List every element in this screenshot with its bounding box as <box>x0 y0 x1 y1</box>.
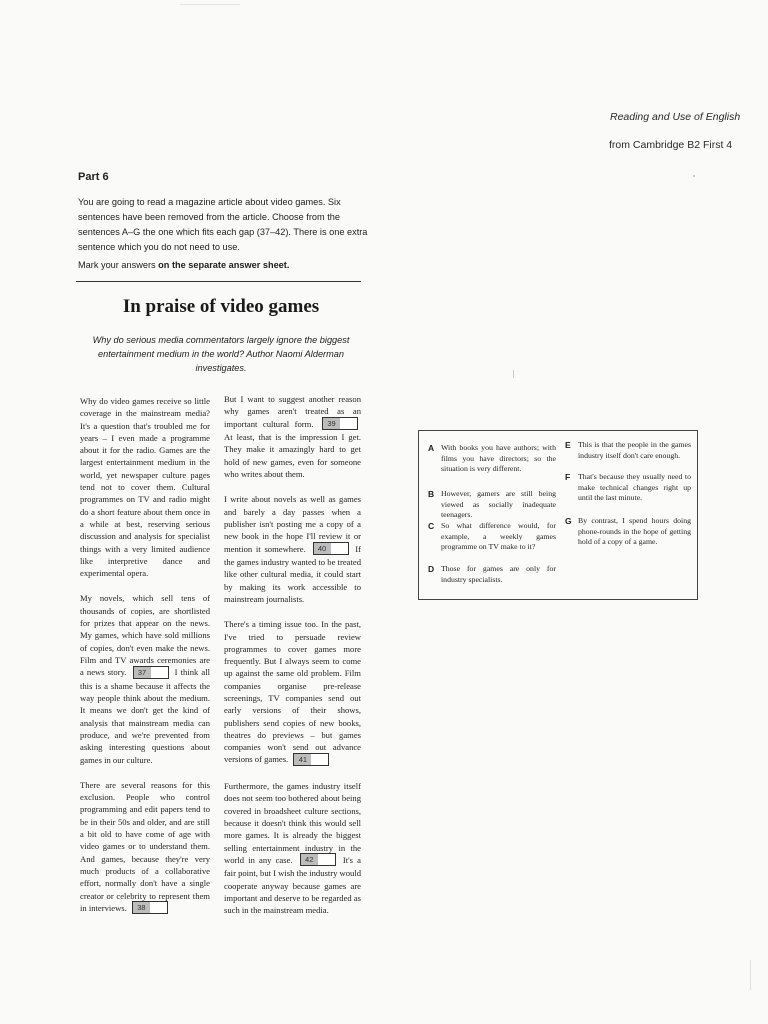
option-letter: A <box>428 443 435 453</box>
answer-instruction <box>78 260 368 270</box>
source-header: from Cambridge B2 First 4 <box>609 139 733 151</box>
option-text: With books you have authors; with films you have directors; so the situation is very different. <box>441 443 556 474</box>
option-letter: D <box>428 564 435 574</box>
option-text: So what difference would, for example, a weekly games programme on TV make to it? <box>441 521 556 552</box>
gap-number: 38 <box>133 902 150 913</box>
answer-instruction-text: Mark your answers <box>78 260 159 270</box>
paragraph-text: I write about novels as well as games and barely a day passes when a publisher isn't posting me a copy of a new book in the hope I'll review it or mention it somewhere. <box>224 494 361 554</box>
option-letter: G <box>565 516 572 526</box>
paragraph-text: But I want to suggest another reason why games aren't treated as an important cultural form. <box>224 394 361 429</box>
option-b <box>428 489 556 521</box>
option-c <box>428 521 556 553</box>
paragraph-text: There are several reasons for this exclusion. People who control programming and edit papers tend to be in their 50s and older, and are still a bit old to have come of age with video games or to understand them. And games, because they're very much products of a collaborative effort, normally don't have a single creator or celebrity to represent them in interviews. <box>80 779 210 913</box>
option-d <box>428 564 556 585</box>
paragraph <box>224 780 361 917</box>
gap-number: 37 <box>134 667 151 678</box>
option-text: Those for games are only for industry specialists. <box>441 564 556 584</box>
option-f <box>565 472 691 504</box>
paragraph-text: If the games industry wanted to be treated like other cultural media, it could start by making its work accessible to mainstream journalists. <box>224 543 361 604</box>
instructions: You are going to read a magazine article about video games. Six sentences have been removed from the article. Choose from the sentences A–G the one which fits each gap (37–42). There is one extra sentence which you do not need to use. <box>78 197 368 252</box>
paragraph <box>80 779 210 916</box>
option-letter: B <box>428 489 435 499</box>
paragraph-text: I think all this is a shame because it affects the way people think about the medium. It means we don't get the kind of analysis that mainstream media can produce, and we're prevented from asking interesting questions about games in our culture. <box>80 667 210 765</box>
gap-number: 41 <box>294 754 311 765</box>
option-letter: C <box>428 521 435 531</box>
answer-gap-39[interactable] <box>322 417 358 430</box>
scan-speck <box>513 370 514 378</box>
answer-gap-40[interactable] <box>313 542 349 555</box>
paragraph: Why do video games receive so little coverage in the mainstream media? It's a question that's troubled me for years – I even made a programme about it for the radio. Games are the largest entertainment medium in the world, yet newspaper culture pages tend not to cover them. Cultural programmes on TV and radio might do a short feature about them once in a while at best, reserving serious discussion and analysis for specialist things with a very limited audience like interpretive dance and experimental opera. <box>80 396 210 579</box>
paragraph <box>224 493 361 605</box>
paragraph-text: My novels, which sell tens of thousands of copies, are shortlisted for prizes that appear on the news. My games, which have sold millions of copies, don't even make the news. Film and TV awards ceremonies are a news story. <box>80 593 210 678</box>
option-letter: E <box>565 440 571 450</box>
paragraph <box>224 393 361 480</box>
option-e <box>565 440 691 461</box>
option-text: That's because they usually need to make technical changes right up until the last minute. <box>578 472 691 503</box>
gap-number: 40 <box>314 543 331 554</box>
answer-gap-42[interactable] <box>300 853 336 866</box>
answer-gap-37[interactable] <box>133 666 169 679</box>
scan-speck <box>693 175 695 177</box>
section-header: Reading and Use of English <box>610 111 741 123</box>
scan-speck <box>180 4 240 5</box>
option-g <box>565 516 691 548</box>
options-box <box>418 430 698 600</box>
paragraph-text: It's a fair point, but I wish the industry would cooperate anyway because games are important and deserve to be regarded as such in the mainstream media. <box>224 854 362 916</box>
gap-number: 42 <box>301 854 318 865</box>
option-a <box>428 443 556 475</box>
paragraph-text: Furthermore, the games industry itself does not seem too bothered about being covered in broadsheet culture sections, because it doesn't think this would sell more games. It is already the biggest selling entertainment industry in the world in any case. <box>224 781 361 865</box>
option-text: This is that the people in the games industry itself don't care enough. <box>578 440 691 460</box>
paragraph <box>80 592 210 765</box>
part-label: Part 6 <box>78 171 109 183</box>
option-letter: F <box>565 472 571 482</box>
scan-speck <box>750 960 751 990</box>
answer-gap-41[interactable] <box>293 753 329 766</box>
article-subtitle: Why do serious media commentators largely ignore the biggest entertainment medium in the world? Author Naomi Alderman investigates. <box>92 335 350 373</box>
title-rule <box>76 281 361 282</box>
answer-gap-38[interactable] <box>132 901 168 914</box>
paragraph <box>224 618 361 767</box>
gap-number: 39 <box>323 418 340 429</box>
article-column-1 <box>80 395 210 928</box>
paragraph-text: There's a timing issue too. In the past, I've tried to persuade review programmes to cover games more frequently. But I always seem to come up against the same old problem. Film companies organise pre-release screenings, TV companies send out early versions of their shows, publishers send copies of new books, theatres do previews – but games companies won't send out advance versions of games. <box>224 619 361 765</box>
article-title: In praise of video games <box>122 296 320 317</box>
paragraph-text: At least, that is the impression I get. They make it amazingly hard to get hold of new games, even for someone who writes about them. <box>224 432 361 480</box>
answer-instruction-bold: on the separate answer sheet. <box>158 260 290 270</box>
option-text: By contrast, I spend hours doing phone-rounds in the hope of getting hold of a copy of a game. <box>578 516 691 547</box>
article-column-2 <box>224 393 361 930</box>
option-text: However, gamers are still being viewed as socially inadequate teenagers. <box>441 489 556 520</box>
